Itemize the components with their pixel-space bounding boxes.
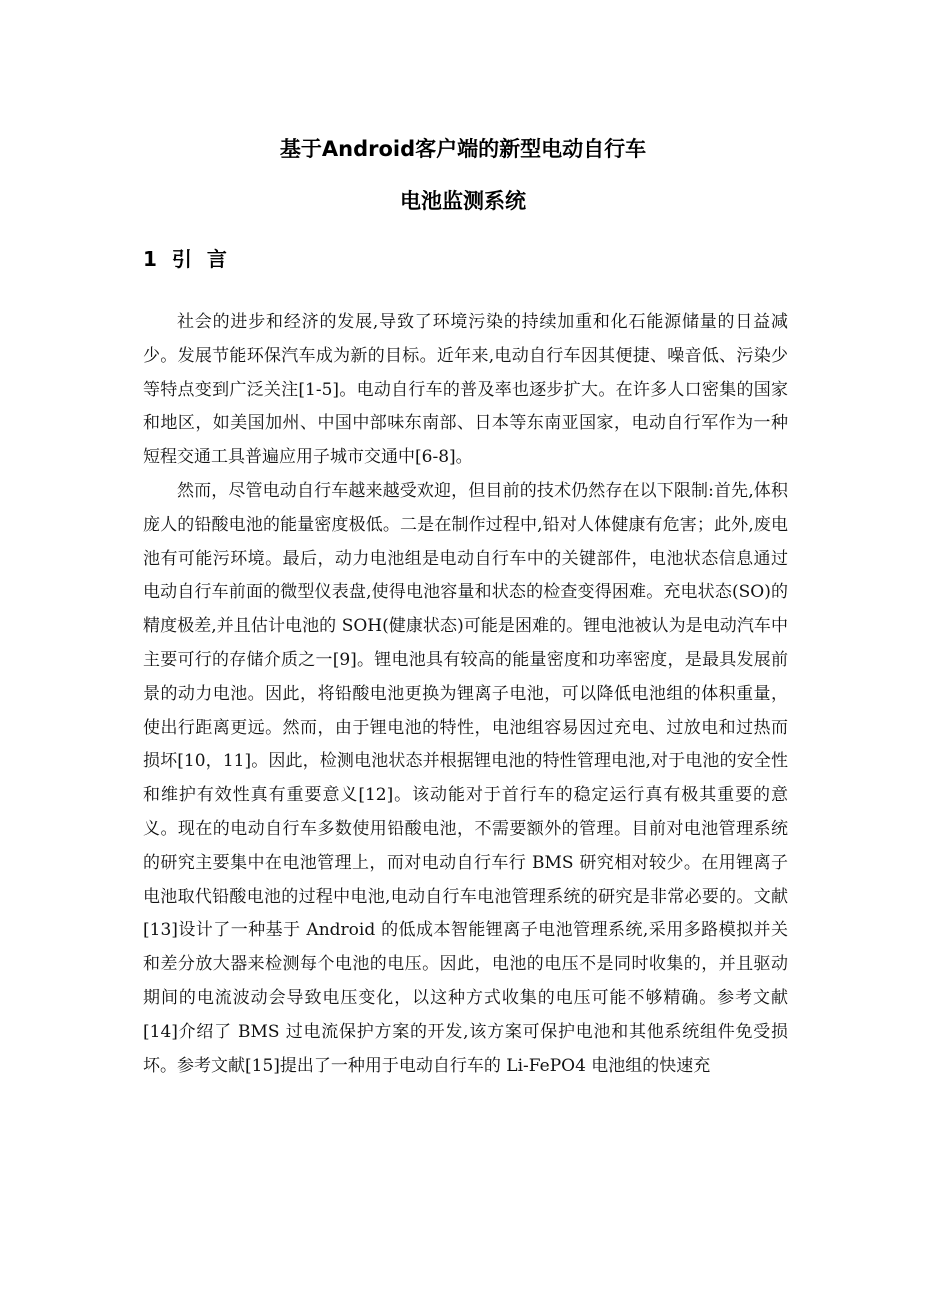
document-title-line-2: 电池监测系统 xyxy=(400,189,526,213)
paragraph-2: 然而，尽管电动自行车越来越受欢迎，但目前的技术仍然存在以下限制:首先,体积庞人的铅酸电池的能量密度极低。二是在制作过程中,铅对人体健康有危害；此外,废电池有可能污环境。最后，动力电池组是电动自行车中的关键部件，电池状态信息通过电动自行车前面的微型仪表盘,使得电池容量和状态的检查变得困难。充电状态(SO)的精度极差,并且估计电池的 SOH(健康状态)可能是困难的。锂电池被认为是电动汽车中主要可行的存储介质之一[9]。锂电池具有较高的能量密度和功率密度，是最具发展前景的动力电池。因此，将铅酸电池更换为锂离子电池，可以降低电池组的体积重量，使出行距离更远。然而，由于锂电池的特性，电池组容易因过充电、过放电和过热而损坏[10，11]。因此，检测电池状态并根据锂电池的特性管理电池,对于电池的安全性和维护有效性真有重要意义[12]。该动能对于首行车的稳定运行真有极其重要的意义。现在的电动自行车多数使用铅酸电池，不需要额外的管理。目前对电池管理系统的研究主要集中在电池管理上，而对电动自行车行 BMS 研究相对较少。在用锂离子电池取代铅酸电池的过程中电池,电动自行车电池管理系统的研究是非常必要的。文献[13]设计了一种基于 Android 的低成本智能锂离子电池管理系统,采用多路模拟并关和差分放大器来检测每个电池的电压。因此，电池的电压不是同时收集的，并且驱动期间的电流波动会导致电压变化，以这种方式收集的电压可能不够精确。参考文献[14]介绍了 BMS 过电流保护方案的开发,该方案可保护电池和其他系统组件免受损坏。参考文献[15]提出了一种用于电动自行车的 Li-FePO4 电池组的快速充 xyxy=(143,480,788,1076)
body-text xyxy=(143,306,788,1083)
section-heading-introduction: 1 引 言 xyxy=(143,247,231,271)
paragraph-1: 社会的进步和经济的发展,导致了环境污染的持续加重和化石能源储量的日益减少。发展节能环保汽车成为新的目标。近年来,电动自行车因其便捷、噪音低、污染少等特点变到广泛关注[1-5]。电动自行车的普及率也逐步扩大。在许多人口密集的国家和地区，如美国加州、中国中部味东南部、日本等东南亚国家，电动自行军作为一种短程交通工具普遍应用子城市交通中[6-8]。 xyxy=(143,312,788,468)
document-title-line-1: 基于Android客户端的新型电动自行车 xyxy=(279,137,647,161)
